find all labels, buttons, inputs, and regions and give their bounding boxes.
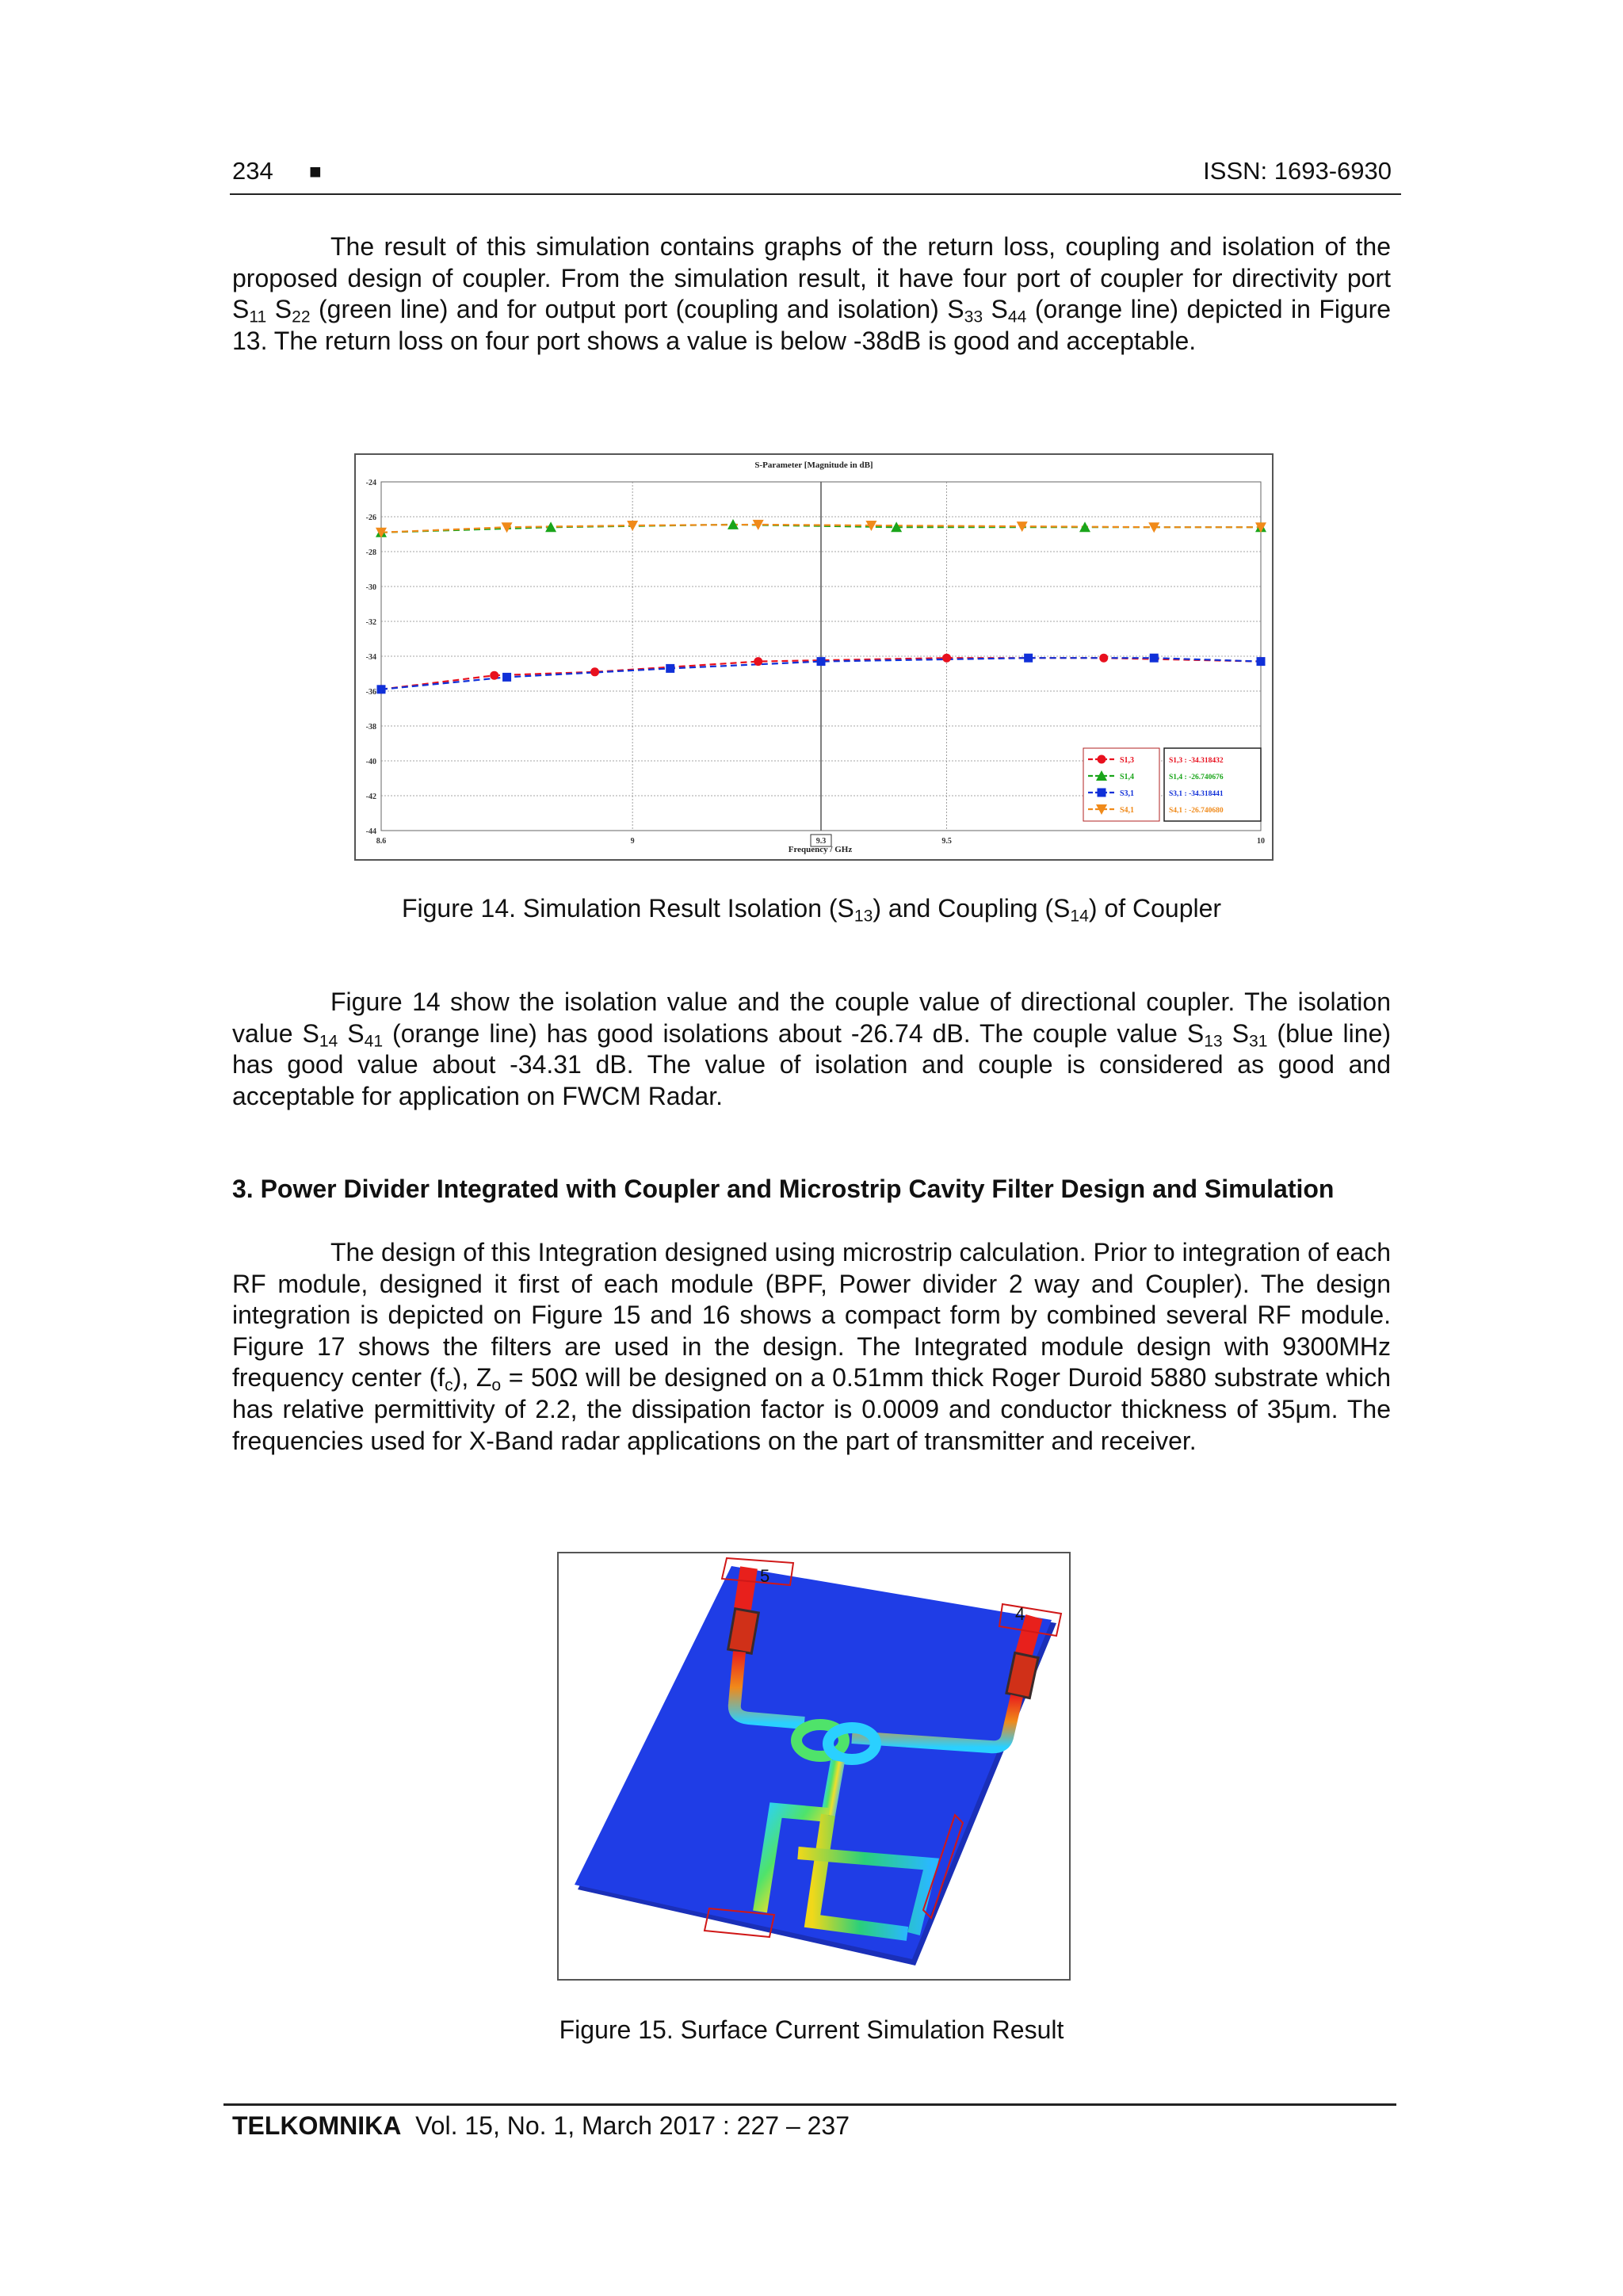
paragraph-1: The result of this simulation contains graphs of the return loss, coupling and isolation of the proposed design of coupler. From the simulation result, it have four port of coupler for directivity port $S_{11}$ $S_{22}$ (green line) and for output port (coupling and isolation) $S_{33}$ $S_{44}$ (orange line) depicted in Figure 13. The return loss on four port shows a value is below -38dB is good and acceptable.: [232, 232, 1392, 355]
y-tick-label: -28: [365, 548, 376, 557]
y-tick-label: -44: [365, 827, 376, 836]
section-3-heading: 3. Power Divider Integrated with Coupler and Microstrip Cavity Filter Design and Simulation: [232, 1175, 1335, 1203]
data-point: [1098, 755, 1106, 764]
feed-line-port-5: [743, 1568, 749, 1609]
y-tick-label: -34: [365, 653, 376, 662]
data-point: [1098, 789, 1106, 797]
y-tick-label: -42: [365, 793, 376, 801]
section-3-paragraph: The design of this Integration designed using microstrip calculation. Prior to integration of each RF module, designed it first of each module (BPF, Power divider 2 way and Coupler). The design integration is depicted on Figure 15 and 16 shows a compact form by combined several RF module. Figure 17 shows the filters are used in the design. The Integrated module design with 9300MHz frequency center $(f_c)$, $Z_o = 50\Omega$ will be designed on a 0.51mm thick Roger Duroid 5880 substrate which has relative permittivity of 2.2, the dissipation factor is 0.0009 and conductor thickness of 35μm. The frequencies used for X-Band radar applications on the part of transmitter and receiver.: [232, 1238, 1392, 1455]
page-number: 234: [232, 157, 273, 185]
legend-label: S3,1: [1120, 789, 1135, 798]
x-axis-label: Frequency / GHz: [788, 845, 853, 854]
figure-15-image: [557, 1552, 1071, 1981]
y-tick-label: -24: [365, 479, 376, 487]
footer-rule: [223, 2103, 1396, 2106]
port-label-5: 5: [760, 1566, 770, 1586]
y-tick-label: -32: [365, 618, 376, 627]
x-tick-label: 10: [1257, 837, 1265, 846]
y-tick-label: -38: [365, 723, 376, 732]
readout-value: S1,4 : -26.740676: [1169, 774, 1224, 781]
footer-citation: [232, 2111, 850, 2141]
surface-current-illustration: [559, 1553, 1069, 1979]
data-point: [590, 667, 599, 676]
data-point: [754, 657, 762, 666]
port-label-4: 4: [1015, 1604, 1025, 1624]
data-point: [817, 657, 826, 666]
legend-label: S1,4: [1120, 773, 1135, 781]
trace-stem: [828, 1761, 838, 1815]
legend-label: S1,3: [1120, 756, 1135, 765]
y-tick-label: -30: [365, 583, 376, 592]
data-point: [377, 685, 386, 693]
readout-value: S4,1 : -26.740680: [1169, 807, 1224, 815]
issn: ISSN: 1693-6930: [1203, 157, 1392, 185]
data-point: [666, 664, 674, 673]
data-point: [1257, 657, 1266, 666]
s-parameter-chart: [356, 455, 1272, 859]
data-point: [490, 671, 498, 680]
readout-value: S1,3 : -34.318432: [1169, 757, 1224, 765]
header-rule: [230, 193, 1401, 195]
data-point: [1150, 654, 1159, 663]
y-tick-label: -36: [365, 688, 376, 697]
figure-14-chart: [354, 453, 1274, 861]
legend-label: S4,1: [1120, 806, 1135, 815]
data-point: [942, 654, 951, 663]
x-tick-label: 9.5: [941, 837, 952, 846]
chart-title: S-Parameter [Magnitude in dB]: [754, 460, 873, 470]
figure-15-caption: Figure 15. Surface Current Simulation Result: [559, 2015, 1064, 2044]
journal-name: TELKOMNIKA: [232, 2111, 402, 2140]
paragraph-2: Figure 14 show the isolation value and the couple value of directional coupler. The isolation value $S_{14}$ $S_{41}$ (orange line) has good isolations about -26.74 dB. The couple value $S_{13}$ $S_{31}$ (blue line) has good value about -34.31 dB. The value of isolation and couple is considered as good and acceptable for application on FWCM Radar.: [232, 988, 1392, 1110]
y-tick-label: -26: [365, 514, 376, 522]
x-tick-label: 8.6: [376, 837, 387, 846]
data-point: [502, 673, 511, 682]
x-tick-label: 9: [630, 837, 635, 846]
header-bullet: ■: [309, 159, 322, 183]
readout-value: S3,1 : -34.318441: [1169, 790, 1224, 798]
y-tick-label: -40: [365, 758, 376, 766]
data-point: [1099, 654, 1108, 663]
figure-14-caption: Figure 14. Simulation Result Isolation $(S_{13})$ and Coupling $(S_{14})$ of Coupler: [401, 894, 1222, 926]
x-tick-label: 9.3: [815, 837, 827, 846]
data-point: [1024, 654, 1033, 663]
volume-info: Vol. 15, No. 1, March 2017 : 227 – 237: [415, 2111, 850, 2140]
chart-legend: [1083, 748, 1261, 821]
